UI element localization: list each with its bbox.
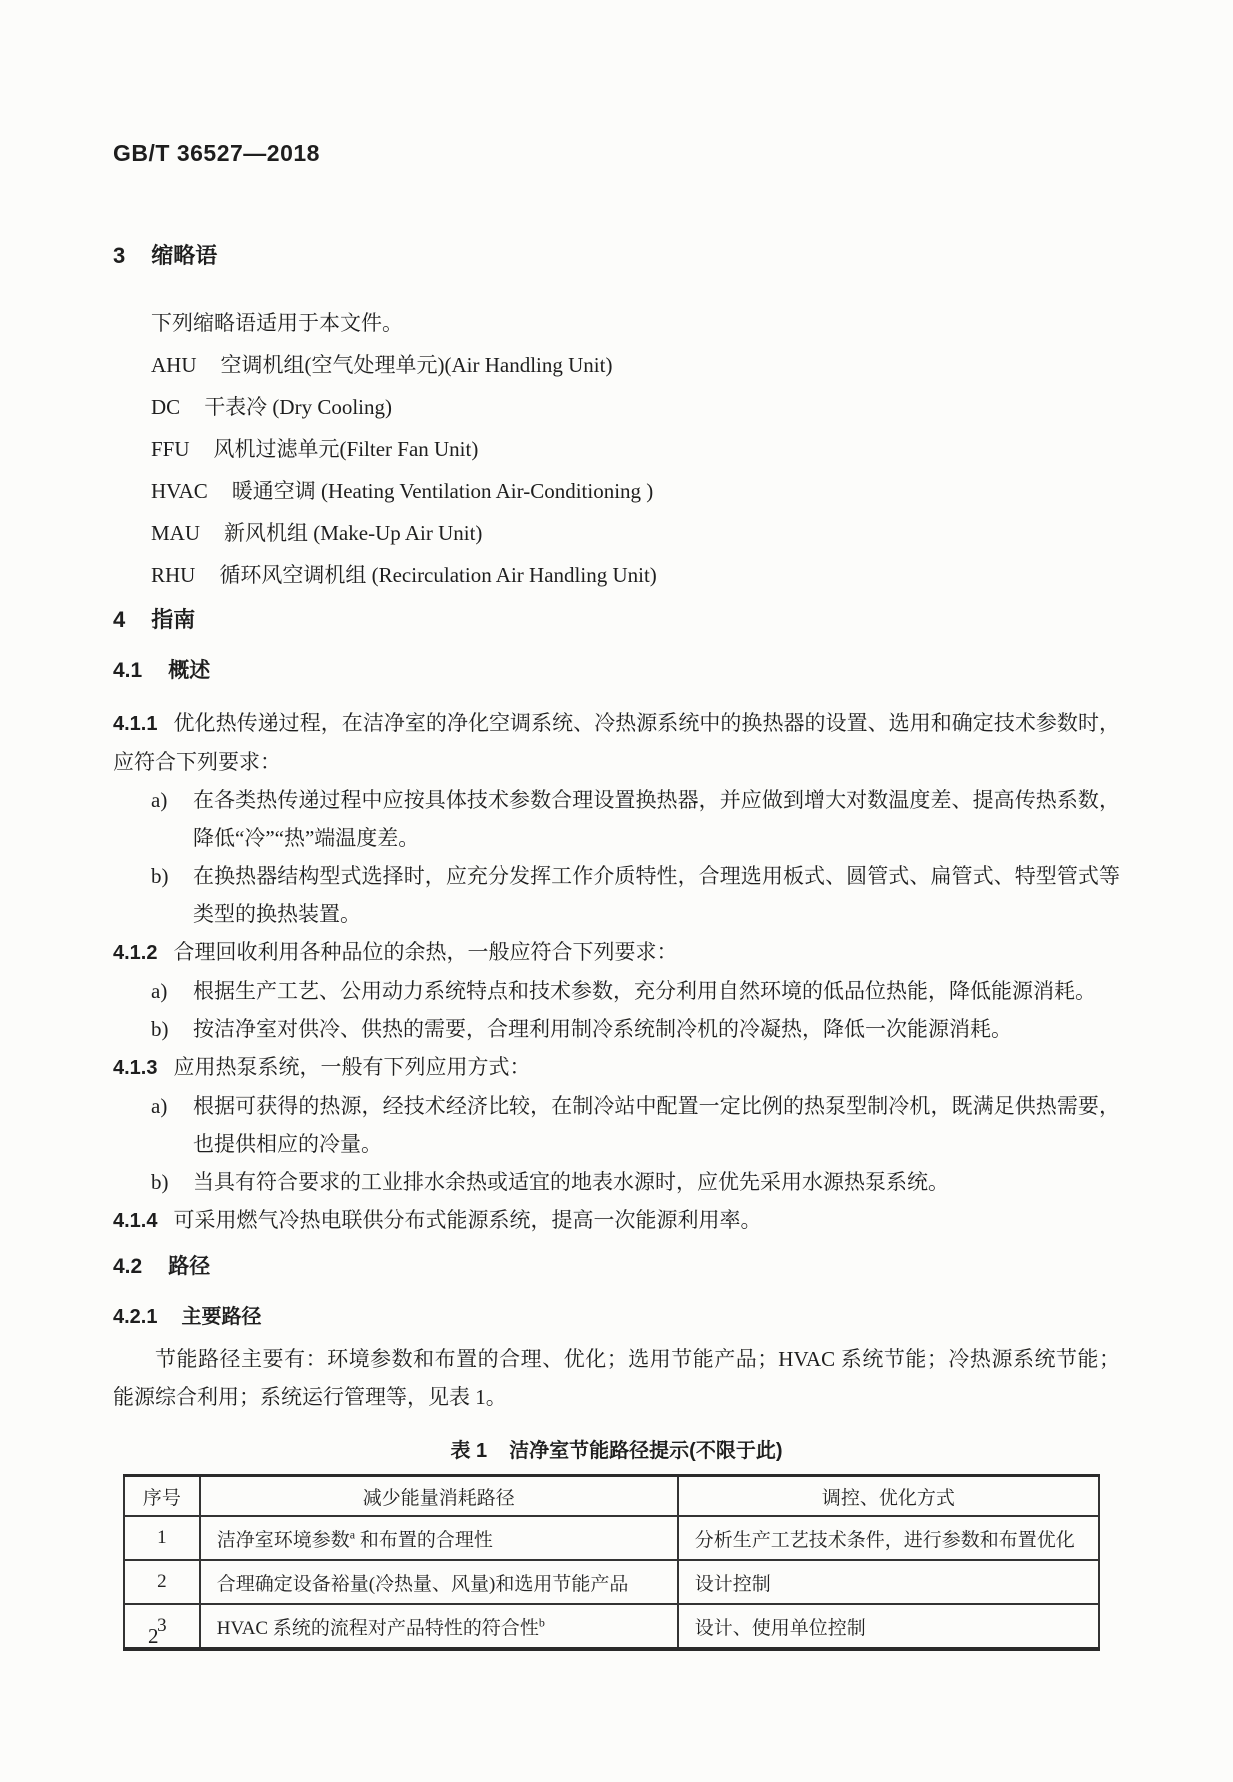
item-label: a) (151, 979, 168, 1003)
section-number: 4.2.1 (113, 1306, 158, 1328)
section-title: 指南 (151, 607, 196, 632)
abbreviation-line (151, 344, 1120, 386)
section-title: 概述 (168, 659, 211, 682)
energy-saving-table (123, 1474, 1100, 1651)
row-path (200, 1560, 678, 1604)
section-4-1-heading (113, 658, 1120, 684)
clause-4-1-3-item-a (113, 1087, 1120, 1163)
doc-number: GB/T 36527—2018 (113, 140, 320, 166)
abbreviation-acronym: AHU (151, 353, 197, 377)
section-title: 主要路径 (181, 1306, 262, 1328)
abbreviation-acronym: DC (151, 395, 181, 419)
abbreviation-line (151, 386, 1120, 428)
row-index: 3 (124, 1604, 200, 1649)
route-paragraph: 节能路径主要有：环境参数和布置的合理、优化；选用节能产品；HVAC 系统节能；冷热源系统节能；能源综合利用；系统运行管理等，见表 1。 (113, 1347, 1120, 1409)
abbreviation-definition: 暖通空调 (Heating Ventilation Air-Conditioning ) (231, 479, 654, 503)
row-control: 设计、使用单位控制 (678, 1604, 1099, 1649)
clause-4-1-3 (113, 1048, 1120, 1087)
abbreviation-list (113, 344, 1120, 596)
clause-4-1-1 (113, 704, 1120, 781)
abbreviation-acronym: HVAC (151, 479, 208, 503)
clause-text: 应用热泵系统，一般有下列应用方式： (173, 1055, 531, 1079)
clause-text: 优化热传递过程，在洁净室的净化空调系统、冷热源系统中的换热器的设置、选用和确定技术参数时，应符合下列要求： (113, 711, 1120, 774)
clause-4-1-1-item-a (113, 781, 1120, 857)
table-row (124, 1560, 1099, 1604)
table-header-row (124, 1476, 1099, 1517)
table-header-index: 序号 (124, 1476, 200, 1517)
clause-number: 4.1.2 (113, 942, 158, 964)
section-4-2-1-heading (113, 1304, 1120, 1330)
abbreviation-line (151, 554, 1120, 596)
abbreviation-definition: 风机过滤单元(Filter Fan Unit) (213, 437, 479, 461)
table-header-path: 减少能量消耗路径 (200, 1476, 678, 1517)
item-text: 根据生产工艺、公用动力系统特点和技术参数，充分利用自然环境的低品位热能，降低能源消耗。 (193, 979, 1096, 1003)
table-row (124, 1604, 1099, 1649)
abbreviation-definition: 干表冷 (Dry Cooling) (204, 395, 393, 419)
abbreviation-definition: 循环风空调机组 (Recirculation Air Handling Unit) (219, 563, 657, 587)
item-label: a) (151, 1094, 168, 1118)
row-control: 设计控制 (678, 1560, 1099, 1604)
clause-number: 4.1.4 (113, 1210, 158, 1232)
section-number: 3 (113, 243, 126, 268)
abbreviation-intro: 下列缩略语适用于本文件。 (151, 311, 403, 335)
clause-text: 合理回收利用各种品位的余热，一般应符合下列要求： (173, 940, 678, 964)
table-caption-label: 表 1 (450, 1440, 488, 1462)
section-4-2-heading (113, 1254, 1120, 1280)
row-index: 1 (124, 1516, 200, 1560)
clause-4-1-1-item-b (113, 857, 1120, 933)
section-number: 4.1 (113, 659, 143, 682)
table-row (124, 1516, 1099, 1560)
clause-4-1-2-item-b (113, 1010, 1120, 1048)
item-label: a) (151, 788, 168, 812)
footnote-mark: b (538, 1615, 545, 1630)
clause-number: 4.1.3 (113, 1057, 158, 1079)
table-caption-text: 洁净室节能路径提示(不限于此) (509, 1440, 783, 1462)
abbreviation-line (151, 470, 1120, 512)
item-text: 在各类热传递过程中应按具体技术参数合理设置换热器，并应做到增大对数温度差、提高传热系数，降低“冷”“热”端温度差。 (193, 788, 1120, 850)
abbreviation-definition: 空调机组(空气处理单元)(Air Handling Unit) (220, 353, 613, 377)
clause-4-1-4 (113, 1201, 1120, 1240)
item-text: 当具有符合要求的工业排水余热或适宜的地表水源时，应优先采用水源热泵系统。 (193, 1170, 949, 1194)
row-path-text: 和布置的合理性 (355, 1529, 493, 1551)
abbreviation-line (151, 428, 1120, 470)
section-title: 路径 (168, 1255, 211, 1278)
item-label: b) (151, 1017, 169, 1041)
clause-4-1-2-item-a (113, 972, 1120, 1010)
row-path (200, 1516, 678, 1560)
abbreviation-line (151, 512, 1120, 554)
item-label: b) (151, 1170, 169, 1194)
item-text: 根据可获得的热源，经技术经济比较，在制冷站中配置一定比例的热泵型制冷机，既满足供热需要，也提供相应的冷量。 (193, 1094, 1120, 1156)
row-path-text: 合理确定设备裕量(冷热量、风量)和选用节能产品 (216, 1573, 629, 1595)
item-text: 按洁净室对供冷、供热的需要，合理利用制冷系统制冷机的冷凝热，降低一次能源消耗。 (193, 1017, 1012, 1041)
abbreviation-acronym: RHU (151, 563, 196, 587)
abbreviation-acronym: FFU (151, 437, 190, 461)
table-caption (113, 1437, 1120, 1465)
page-number: 2 (148, 1624, 159, 1648)
abbreviation-acronym: MAU (151, 521, 201, 545)
row-path (200, 1604, 678, 1649)
clause-number: 4.1.1 (113, 713, 158, 735)
row-index: 2 (124, 1560, 200, 1604)
section-number: 4.2 (113, 1255, 143, 1278)
section-3-heading (113, 242, 1120, 270)
page-content (113, 138, 1120, 1651)
clause-4-1-2 (113, 933, 1120, 972)
section-title: 缩略语 (151, 243, 218, 268)
abbreviation-definition: 新风机组 (Make-Up Air Unit) (224, 521, 483, 545)
clause-4-1-3-item-b (113, 1163, 1120, 1201)
item-label: b) (151, 864, 169, 888)
row-path-text: HVAC 系统的流程对产品特性的符合性 (216, 1617, 539, 1639)
clause-text: 可采用燃气冷热电联供分布式能源系统，提高一次能源利用率。 (173, 1208, 762, 1232)
row-control: 分析生产工艺技术条件，进行参数和布置优化 (678, 1516, 1099, 1560)
section-number: 4 (113, 607, 126, 632)
table-header-control: 调控、优化方式 (678, 1476, 1099, 1517)
footnote-mark: a (349, 1527, 356, 1542)
row-path-text: 洁净室环境参数 (216, 1529, 350, 1551)
item-text: 在换热器结构型式选择时，应充分发挥工作介质特性，合理选用板式、圆管式、扁管式、特型管式等类型的换热装置。 (193, 864, 1120, 926)
section-4-heading (113, 606, 1120, 634)
